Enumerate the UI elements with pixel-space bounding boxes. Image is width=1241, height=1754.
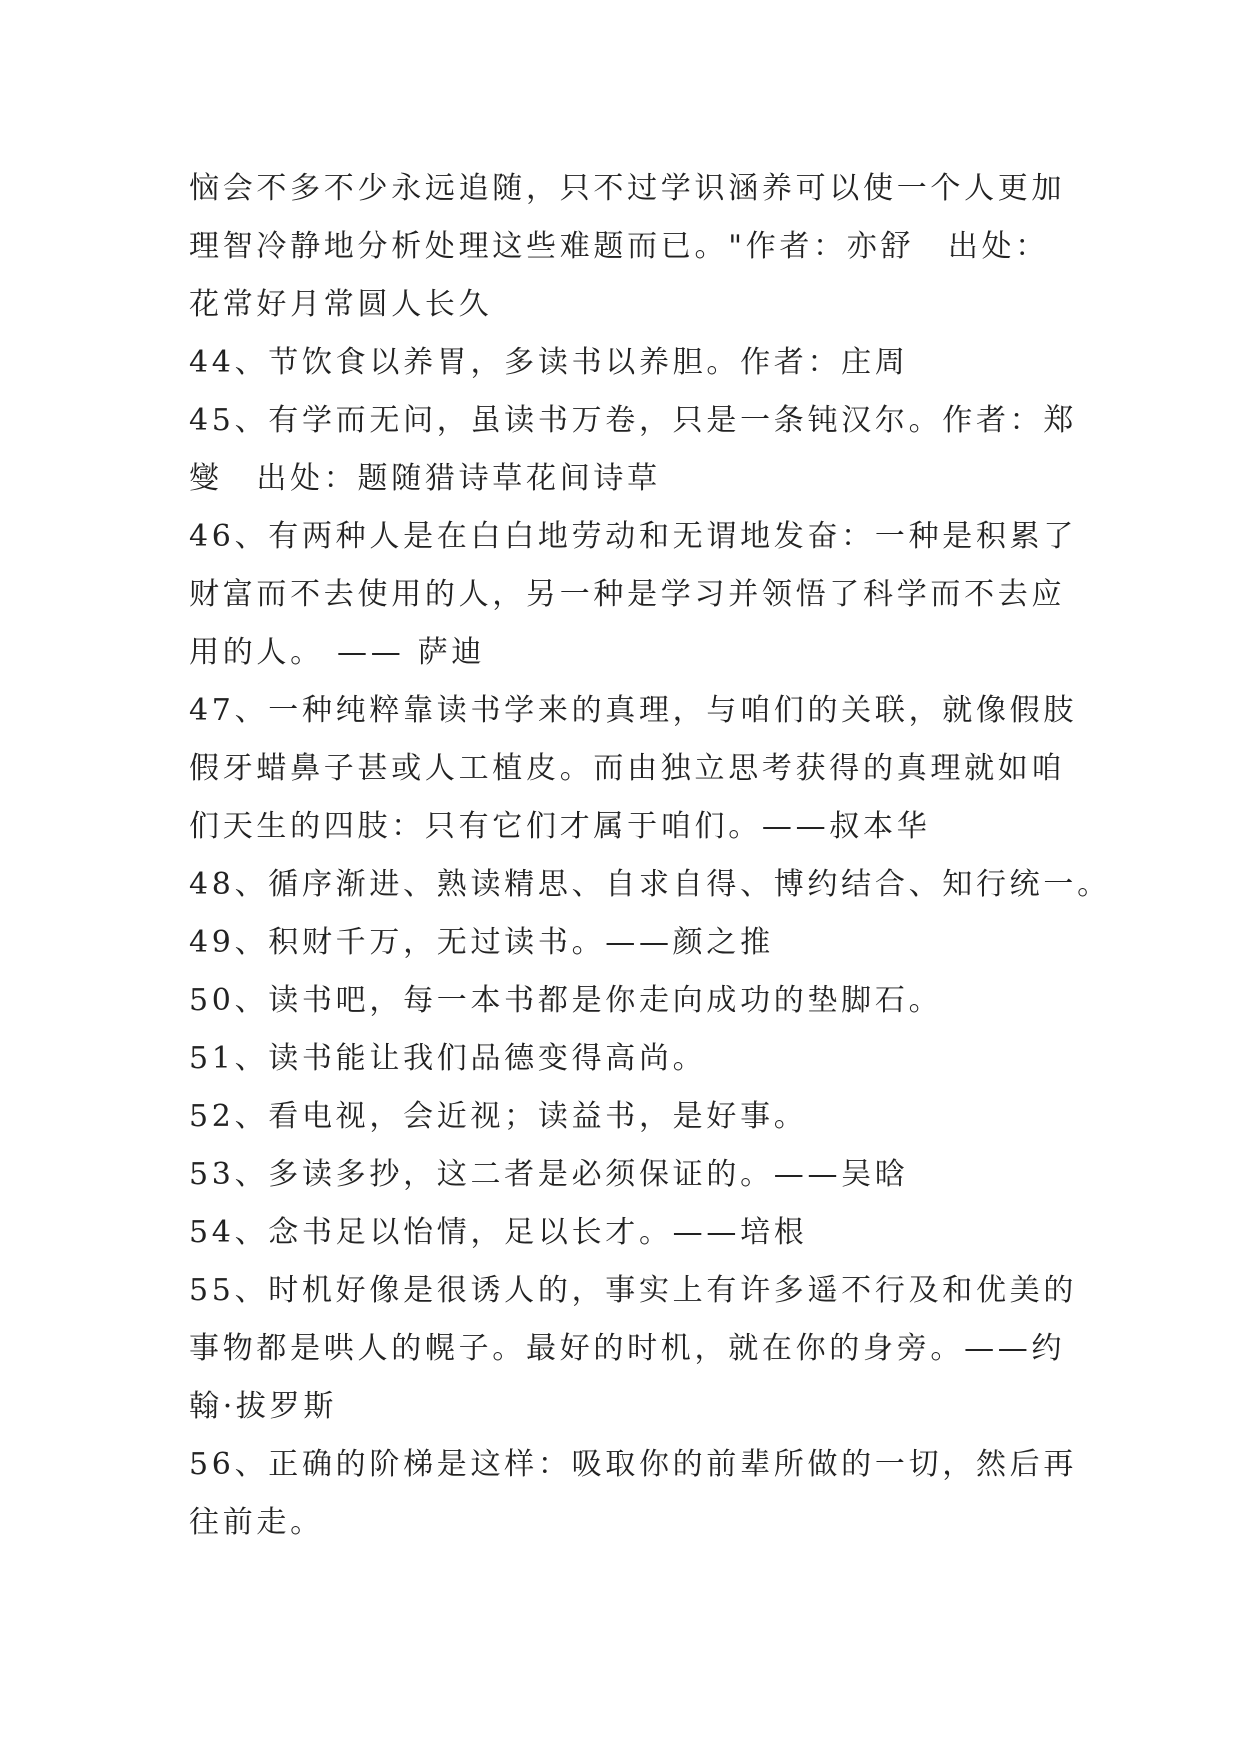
text-line: 恼会不多不少永远追随，只不过学识涵养可以使一个人更加 — [189, 171, 1066, 206]
quote-54: 54、念书足以怡情，足以长才。——培根 — [189, 1215, 808, 1250]
quote-45: 45、有学而无问，虽读书万卷，只是一条钝汉尔。作者：郑 — [189, 403, 1078, 438]
quote-47: 47、一种纯粹靠读书学来的真理，与咱们的关联，就像假肢 — [189, 693, 1078, 728]
text-line: 用的人。 —— 萨迪 — [189, 635, 486, 670]
text-line: 翰·拔罗斯 — [189, 1389, 338, 1424]
text-line: 花常好月常圆人长久 — [189, 287, 493, 322]
quote-53: 53、多读多抄，这二者是必须保证的。——吴晗 — [189, 1157, 909, 1192]
text-line: 假牙蜡鼻子甚或人工植皮。而由独立思考获得的真理就如咱 — [189, 751, 1066, 786]
quote-46: 46、有两种人是在白白地劳动和无谓地发奋：一种是积累了 — [189, 519, 1078, 554]
text-line: 财富而不去使用的人，另一种是学习并领悟了科学而不去应 — [189, 577, 1066, 612]
quote-44: 44、节饮食以养胃，多读书以养胆。作者：庄周 — [189, 345, 909, 380]
quote-49: 49、积财千万，无过读书。——颜之推 — [189, 925, 774, 960]
quote-56: 56、正确的阶梯是这样：吸取你的前辈所做的一切，然后再 — [189, 1447, 1078, 1482]
text-line: 理智冷静地分析处理这些难题而已。"作者：亦舒 出处： — [189, 229, 1049, 264]
quote-51: 51、读书能让我们品德变得高尚。 — [189, 1041, 707, 1076]
quote-55: 55、时机好像是很诱人的，事实上有许多遥不行及和优美的 — [189, 1273, 1078, 1308]
quote-52: 52、看电视，会近视；读益书，是好事。 — [189, 1099, 808, 1134]
text-line: 们天生的四肢：只有它们才属于咱们。——叔本华 — [189, 809, 931, 844]
document-body — [189, 160, 1111, 1552]
text-line: 燮 出处：题随猎诗草花间诗草 — [189, 461, 661, 496]
text-line: 事物都是哄人的幌子。最好的时机，就在你的身旁。——约 — [189, 1331, 1066, 1366]
quote-50: 50、读书吧，每一本书都是你走向成功的垫脚石。 — [189, 983, 943, 1018]
quote-48: 48、循序渐进、熟读精思、自求自得、博约结合、知行统一。 — [189, 867, 1111, 902]
text-line: 往前走。 — [189, 1505, 324, 1540]
